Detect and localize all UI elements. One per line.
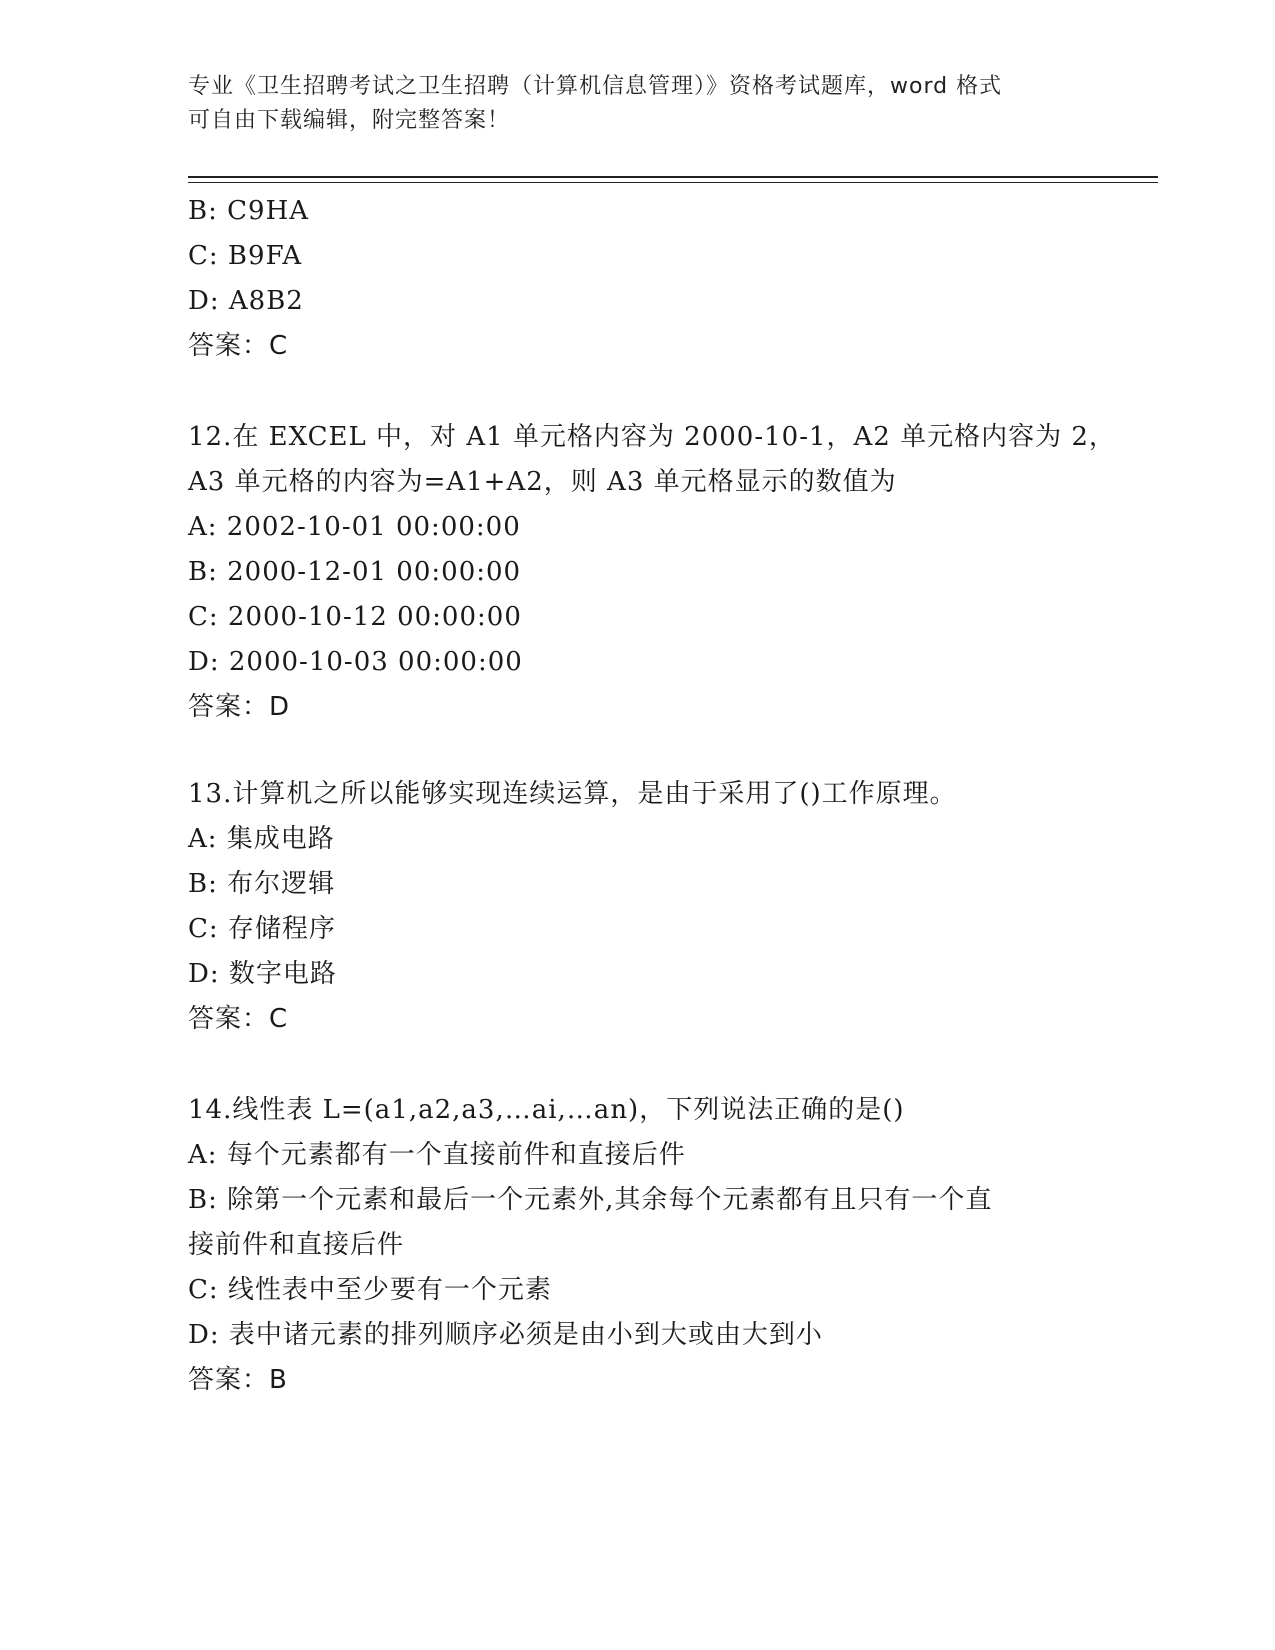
q12-stem-line-1: 12.在 EXCEL 中，对 A1 单元格内容为 2000-10-1，A2 单元格内容为 2，: [188, 422, 1116, 452]
q12-option-c: C: 2000-10-12 00:00:00: [188, 602, 522, 632]
q14-option-b-line-1: B: 除第一个元素和最后一个元素外,其余每个元素都有且只有一个直: [188, 1185, 993, 1215]
q13-answer: 答案：C: [188, 1004, 289, 1034]
q13-option-d: D: 数字电路: [188, 959, 337, 989]
q13-stem: 13.计算机之所以能够实现连续运算，是由于采用了()工作原理。: [188, 779, 957, 809]
header-line-1: 专业《卫生招聘考试之卫生招聘（计算机信息管理）》资格考试题库，word 格式: [188, 74, 1003, 99]
q13-option-a: A: 集成电路: [188, 824, 335, 854]
page-header: [188, 70, 1088, 138]
q14-option-a: A: 每个元素都有一个直接前件和直接后件: [188, 1140, 686, 1170]
header-rule-thin: [188, 182, 1158, 183]
q11-option-c: C: B9FA: [188, 241, 303, 271]
q11-option-d: D: A8B2: [188, 286, 304, 316]
q14-option-c: C: 线性表中至少要有一个元素: [188, 1275, 552, 1305]
q13-option-b: B: 布尔逻辑: [188, 869, 336, 899]
q14-option-b-line-2: 接前件和直接后件: [188, 1230, 405, 1260]
q12-option-d: D: 2000-10-03 00:00:00: [188, 647, 523, 677]
header-line-2: 可自由下载编辑，附完整答案！: [188, 108, 511, 133]
q11-option-b: B: C9HA: [188, 196, 310, 226]
q13-option-c: C: 存储程序: [188, 914, 336, 944]
q14-answer: 答案：B: [188, 1365, 288, 1395]
q14-option-d: D: 表中诸元素的排列顺序必须是由小到大或由大到小: [188, 1320, 823, 1350]
q14-stem: 14.线性表 L=(a1,a2,a3,…ai,…an)，下列说法正确的是(): [188, 1095, 905, 1125]
q12-option-b: B: 2000-12-01 00:00:00: [188, 557, 522, 587]
q12-stem-line-2: A3 单元格的内容为=A1+A2，则 A3 单元格显示的数值为: [188, 467, 897, 497]
header-rule-thick: [188, 176, 1158, 178]
q12-answer: 答案：D: [188, 692, 291, 722]
q11-answer: 答案：C: [188, 331, 289, 361]
q12-option-a: A: 2002-10-01 00:00:00: [188, 512, 521, 542]
